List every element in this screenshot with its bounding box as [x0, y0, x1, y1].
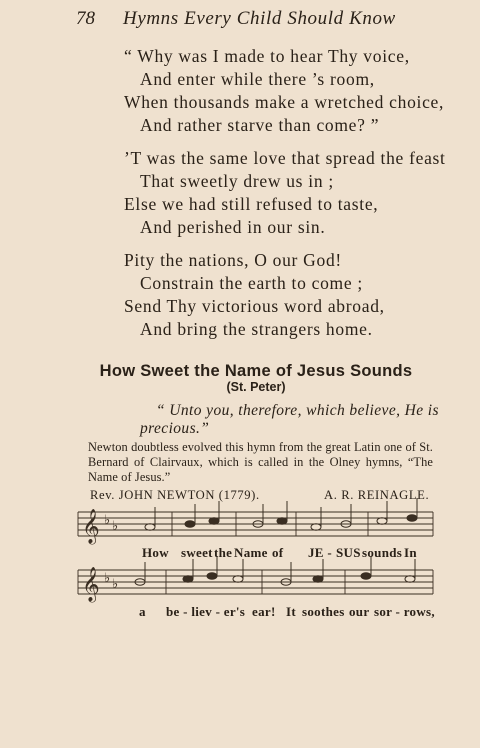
treble-clef-icon: 𝄞 [82, 567, 100, 602]
verse-line: Pity the nations, O our God! [124, 250, 342, 270]
verse-line: ’T was the same love that spread the feast [124, 148, 446, 168]
verse-line: Send Thy victorious word abroad, [124, 296, 385, 316]
lyric-word: How [142, 545, 169, 560]
hymn-intro: Newton doubtless evolved this hymn from the great Latin one of St. Bernard of Clairvaux, which is called in the Olney hymns, “The Name of Jesus.” [88, 440, 433, 484]
lyric-word: the [214, 545, 233, 560]
flat-icon: ♭ [112, 577, 119, 592]
author-credit: Rev. JOHN NEWTON (1779). [90, 488, 260, 502]
notes-staff-1 [145, 498, 417, 530]
epigraph-line: precious.” [140, 420, 210, 437]
page-number: 78 [76, 8, 95, 29]
lyric-word: sounds [362, 545, 403, 560]
lyric-word: soothes [302, 604, 345, 619]
verse-line: Constrain the earth to come ; [140, 273, 363, 293]
lyric-word: sweet [181, 545, 213, 560]
verse-line: And enter while there ’s room, [140, 69, 375, 89]
lyric-word: of [272, 545, 284, 560]
running-title: Hymns Every Child Should Know [123, 8, 396, 29]
epigraph-line: “ Unto you, therefore, which believe, He is [156, 402, 439, 419]
lyric-word: SUS [336, 545, 361, 560]
lyric-word: be - liev - er's [166, 604, 246, 619]
verse-line: And bring the strangers home. [140, 319, 373, 339]
lyric-word: a [139, 604, 146, 619]
verse-line: And perished in our sin. [140, 217, 326, 237]
verse-line: That sweetly drew us in ; [140, 171, 334, 191]
lyric-word: JE - [308, 545, 332, 560]
composer-credit: A. R. REINAGLE. [324, 488, 430, 502]
flat-icon: ♭ [104, 513, 111, 528]
verse-line: And rather starve than come? ” [140, 115, 380, 135]
hymn-title: How Sweet the Name of Jesus Sounds [99, 362, 413, 380]
hymn-subtitle: (St. Peter) [226, 380, 286, 394]
treble-clef-icon: 𝄞 [82, 509, 100, 544]
lyric-word: our [349, 604, 370, 619]
lyric-word: sor - rows, [374, 604, 435, 619]
verse-line: Else we had still refused to taste, [124, 194, 379, 214]
staff-2 [78, 570, 433, 594]
lyric-word: It [286, 604, 296, 619]
flat-icon: ♭ [104, 571, 111, 586]
lyric-word: In [404, 545, 417, 560]
verse-line: When thousands make a wretched choice, [124, 92, 445, 112]
flat-icon: ♭ [112, 519, 119, 534]
lyric-word: Name [234, 545, 268, 560]
verse-line: “ Why was I made to hear Thy voice, [124, 46, 410, 66]
lyric-word: ear! [252, 604, 276, 619]
